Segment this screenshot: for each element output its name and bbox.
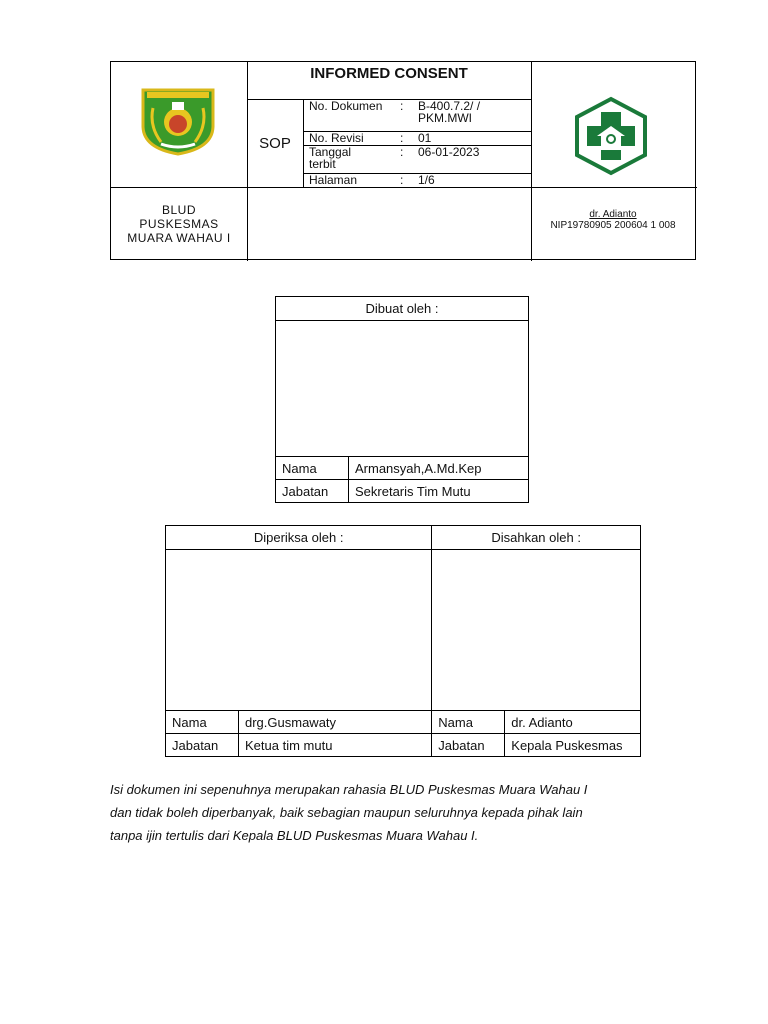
approved-by-role-value: Kepala Puskesmas (505, 734, 641, 757)
signer-nip: NIP19780905 200604 1 008 (550, 220, 676, 231)
made-by-role-value: Sekretaris Tim Mutu (349, 480, 529, 503)
made-by-signature-area (276, 321, 529, 457)
made-by-table (275, 296, 529, 503)
document-meta (303, 99, 531, 187)
made-by-role-label: Jabatan (276, 480, 349, 503)
approved-by-name-label: Nama (432, 711, 505, 734)
made-by-name-label: Nama (276, 457, 349, 480)
organization-name: BLUD PUSKESMAS MUARA WAHAU I (127, 203, 231, 245)
approved-by-title: Disahkan oleh : (432, 526, 641, 550)
document-title: INFORMED CONSENT (310, 65, 468, 82)
meta-row-issue-date: Tanggal terbit : 06-01-2023 (303, 145, 531, 174)
kabupaten-emblem-icon (139, 86, 217, 156)
checked-by-role-label: Jabatan (166, 734, 239, 757)
document-header (110, 61, 696, 260)
checked-by-name-value: drg.Gusmawaty (239, 711, 432, 734)
signer-name: dr. Adianto (589, 209, 637, 220)
sop-label: SOP (259, 134, 291, 152)
made-by-title: Dibuat oleh : (276, 297, 529, 321)
puskesmas-logo-icon (573, 96, 649, 176)
checked-by-title: Diperiksa oleh : (166, 526, 432, 550)
approval-table (165, 525, 641, 757)
meta-row-page: Halaman : 1/6 (309, 173, 435, 187)
approved-by-role-label: Jabatan (432, 734, 505, 757)
checked-by-signature-area (166, 550, 432, 711)
meta-row-doc-number: No. Dokumen : B-400.7.2/ / PKM.MWI (303, 99, 531, 132)
approved-by-name-value: dr. Adianto (505, 711, 641, 734)
signer-block (531, 187, 695, 261)
checked-by-name-label: Nama (166, 711, 239, 734)
meta-row-revision: No. Revisi : 01 (303, 131, 531, 146)
made-by-name-value: Armansyah,A.Md.Kep (349, 457, 529, 480)
approved-by-signature-area (432, 550, 641, 711)
confidentiality-note: Isi dokumen ini sepenuhnya merupakan rahasia BLUD Puskesmas Muara Wahau I dan tidak boleh diperbanyak, baik sebagian maupun seluruhnya kepada pihak lain tanpa ijin tertulis dari Kepala BLUD Puskesmas Muara Wahau I. (110, 782, 588, 843)
checked-by-role-value: Ketua tim mutu (239, 734, 432, 757)
